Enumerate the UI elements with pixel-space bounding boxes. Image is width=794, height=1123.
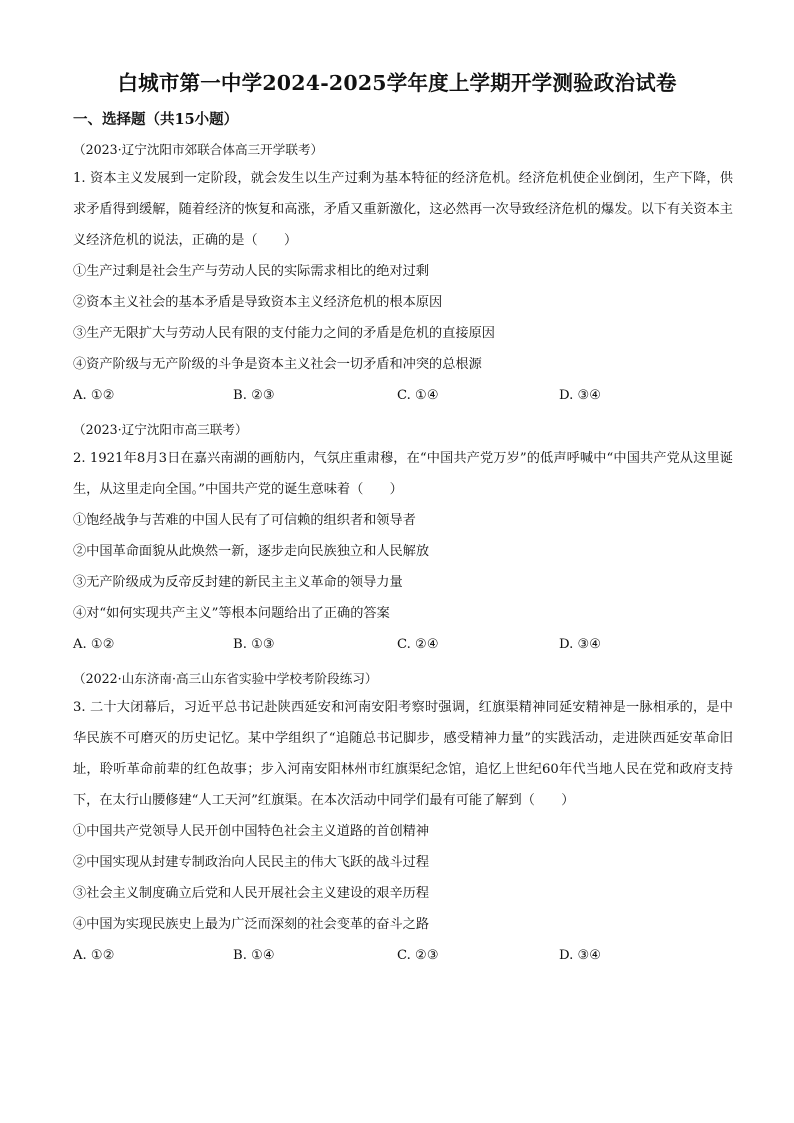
statement-option: ②中国实现从封建专制政治向人民民主的伟大飞跃的战斗过程 <box>73 855 430 870</box>
choice-d[interactable]: D. ③④ <box>559 637 602 652</box>
question-1 <box>73 137 733 411</box>
statement-option: ②资本主义社会的基本矛盾是导致资本主义经济危机的根本原因 <box>73 295 443 310</box>
question-source: （2023·辽宁沈阳市高三联考） <box>73 422 248 437</box>
page-title: 白城市第一中学2024-2025学年度上学期开学测验政治试卷 <box>117 71 677 95</box>
statement-option: ④对“如何实现共产主义”等根本问题给出了正确的答案 <box>73 606 390 621</box>
question-stem: 3. 二十大闭幕后，习近平总书记赴陕西延安和河南安阳考察时强调，红旗渠精神同延安精神是一脉相承的，是中华民族不可磨灭的历史记忆。某中学组织了“追随总书记脚步，感受精神力量”的实践活动，走进陕西延安革命旧址，聆听革命前辈的红色故事；步入河南安阳林州市红旗渠纪念馆，追忆上世纪60年代当地人民在党和政府支持下，在太行山腰修建“人工天河”红旗渠。在本次活动中同学们最有可能了解到（ ） <box>73 700 733 808</box>
question-source: （2022·山东济南·高三山东省实验中学校考阶段练习） <box>73 671 378 686</box>
choice-d[interactable]: D. ③④ <box>559 388 602 403</box>
statement-option: ④中国为实现民族史上最为广泛而深刻的社会变革的奋斗之路 <box>73 917 430 932</box>
question-2 <box>73 417 733 660</box>
statement-option: ②中国革命面貌从此焕然一新，逐步走向民族独立和人民解放 <box>73 544 430 559</box>
question-3 <box>73 666 733 971</box>
choice-b[interactable]: B. ①④ <box>233 948 275 963</box>
choice-c[interactable]: C. ①④ <box>397 388 439 403</box>
section-heading: 一、选择题（共15小题） <box>73 111 239 128</box>
choice-a[interactable]: A. ①② <box>73 637 115 652</box>
statement-option: ①中国共产党领导人民开创中国特色社会主义道路的首创精神 <box>73 824 430 839</box>
statement-option: ①饱经战争与苦难的中国人民有了可信赖的组织者和领导者 <box>73 513 416 528</box>
statement-option: ③生产无限扩大与劳动人民有限的支付能力之间的矛盾是危机的直接原因 <box>73 326 495 341</box>
choice-b[interactable]: B. ②③ <box>233 388 275 403</box>
choice-c[interactable]: C. ②③ <box>397 948 439 963</box>
choice-d[interactable]: D. ③④ <box>559 948 602 963</box>
question-stem: 2. 1921年8月3日在嘉兴南湖的画舫内，气氛庄重肃穆，在“中国共产党万岁”的低声呼喊中“中国共产党从这里诞生，从这里走向全国。”中国共产党的诞生意味着（ ） <box>73 451 733 497</box>
choice-a[interactable]: A. ①② <box>73 948 115 963</box>
question-source: （2023·辽宁沈阳市郊联合体高三开学联考） <box>73 142 324 157</box>
answer-choices <box>73 940 733 971</box>
question-stem: 1. 资本主义发展到一定阶段，就会发生以生产过剩为基本特征的经济危机。经济危机使企业倒闭，生产下降，供求矛盾得到缓解，随着经济的恢复和高涨，矛盾又重新激化，这必然再一次导致经济危机的爆发。以下有关资本主义经济危机的说法，正确的是（ ） <box>73 171 733 248</box>
statement-option: ①生产过剩是社会生产与劳动人民的实际需求相比的绝对过剩 <box>73 264 430 279</box>
answer-choices <box>73 629 733 660</box>
choice-a[interactable]: A. ①② <box>73 388 115 403</box>
answer-choices <box>73 380 733 411</box>
statement-option: ④资产阶级与无产阶级的斗争是资本主义社会一切矛盾和冲突的总根源 <box>73 357 482 372</box>
statement-option: ③社会主义制度确立后党和人民开展社会主义建设的艰辛历程 <box>73 886 430 901</box>
statement-option: ③无产阶级成为反帝反封建的新民主主义革命的领导力量 <box>73 575 403 590</box>
choice-c[interactable]: C. ②④ <box>397 637 439 652</box>
choice-b[interactable]: B. ①③ <box>233 637 275 652</box>
